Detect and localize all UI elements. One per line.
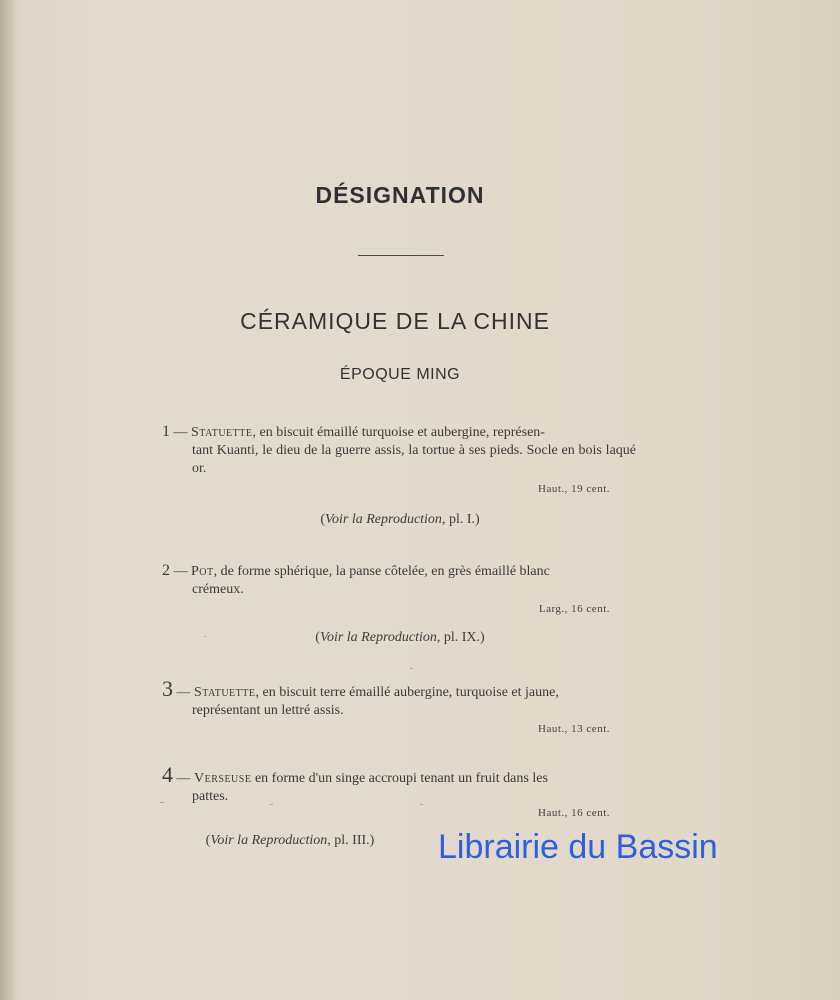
- catalog-entry-1: [162, 423, 636, 478]
- print-speck: [160, 802, 164, 803]
- entry-object: Verseuse: [194, 771, 252, 786]
- entry-description-line1: , en biscuit terre émaillé aubergine, turquoise et jaune,: [255, 685, 559, 700]
- reference-italic: Voir la Reproduction: [319, 630, 437, 645]
- entry-object: Statuette: [194, 685, 256, 700]
- entry-description-rest: représentant un lettré assis.: [192, 703, 344, 718]
- heading-rule: [358, 255, 444, 256]
- catalog-entry-2: [162, 562, 636, 599]
- entry-description-rest: crémeux.: [192, 582, 244, 597]
- entry-description-line1: , en biscuit émaillé turquoise et aubergine, représen-: [252, 425, 545, 440]
- entry-dash: —: [176, 771, 191, 786]
- catalog-entry-4: [162, 762, 636, 806]
- reference-suffix: , pl. I.): [441, 512, 480, 527]
- entry-reference: [0, 512, 800, 528]
- print-speck: [410, 668, 413, 669]
- entry-object: Pot: [191, 564, 214, 579]
- entry-reference: [0, 630, 800, 646]
- entry-dimension: Larg., 16 cent.: [538, 603, 610, 615]
- entry-description-rest: tant Kuanti, le dieu de la guerre assis, la tortue à ses pieds. Socle en bois laqué or.: [192, 443, 636, 476]
- reference-suffix: , pl. III.): [327, 833, 375, 848]
- reference-open: (: [205, 833, 211, 848]
- entry-number: 2: [162, 562, 170, 579]
- print-speck: [420, 804, 423, 805]
- entry-description-line1: en forme d'un singe accroupi tenant un fruit dans les: [251, 771, 548, 786]
- print-speck: [270, 804, 273, 805]
- reference-open: (: [315, 630, 320, 645]
- section-subtitle: ÉPOQUE MING: [339, 366, 461, 383]
- entry-dash: —: [173, 564, 188, 579]
- page-gutter: [0, 0, 14, 1000]
- entry-dash: —: [176, 685, 191, 700]
- reference-suffix: , pl. IX.): [436, 630, 485, 645]
- section-title: CÉRAMIQUE DE LA CHINE: [240, 308, 550, 334]
- reference-italic: Voir la Reproduction: [210, 833, 328, 848]
- seller-watermark: Librairie du Bassin: [438, 828, 718, 866]
- entry-number: 1: [162, 423, 170, 440]
- catalog-entry-3: [162, 676, 636, 720]
- entry-description-rest: pattes.: [192, 789, 229, 804]
- entry-dash: —: [173, 425, 188, 440]
- page-heading: DÉSIGNATION: [315, 182, 485, 208]
- entry-object: Statuette: [191, 425, 253, 440]
- reference-italic: Voir la Reproduction: [325, 512, 442, 527]
- entry-number: 3: [162, 676, 173, 701]
- entry-description-line1: , de forme sphérique, la panse côtelée, en grès émaillé blanc: [213, 564, 550, 579]
- reference-open: (: [320, 512, 326, 527]
- entry-dimension: Haut., 19 cent.: [538, 483, 610, 495]
- entry-number: 4: [162, 762, 173, 787]
- print-speck: [204, 636, 206, 637]
- entry-dimension: Haut., 13 cent.: [538, 723, 610, 735]
- entry-dimension: Haut., 16 cent.: [538, 807, 610, 819]
